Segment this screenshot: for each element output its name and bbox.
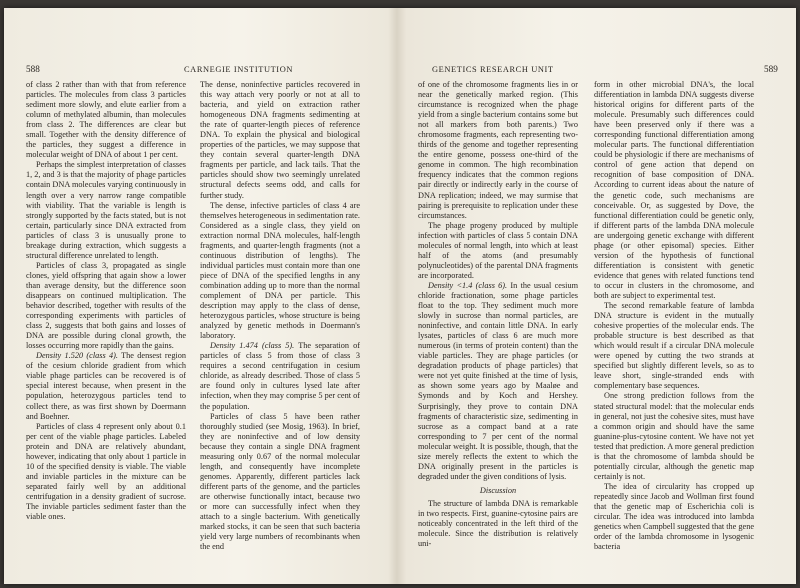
left-page (4, 8, 396, 584)
running-head: GENETICS RESEARCH UNIT (432, 65, 554, 74)
paragraph: The phage progeny produced by multiple infection with particles of class 5 contain DNA molecules of normal length, into which at least half of the atoms (and presumably polynucleotides) of the parental DNA fragments are incorporated. (418, 220, 578, 280)
book-spread (4, 8, 796, 584)
paragraph: Particles of class 5 have been rather thoroughly studied (see Mosig, 1963). In brief, they are noninfective and of low density because they contain a single DNA fragment measuring only 0.67 of the normal molecular length, and consequently have incomplete genomes. Apparently, different particles lack different parts of the genome, and the particles are otherwise functionally intact, because two or more can successfully infect when they attach to a single bacterium. With genetically marked stocks, it can be seen that such bacteria yield very large numbers of recombinants when the end (200, 411, 360, 552)
paragraph: form in other microbial DNA's, the local differentiation in lambda DNA suggests diverse historical origins for different parts of the molecule. Presumably such differences could have been preserved only if there was a corresponding functional differentiation among molecular parts. The functional differentiation could be physiologic if there are mechanisms of control of gene action that depend on recognition of base composition of DNA. According to current ideas about the nature of the genetic code, such mechanisms are conceivable. Or, as suggested by Dove, the functional differentiation could be genetic only, if different parts of the lambda DNA molecule are undergoing genetic exchange with different phage (or other episomal) species. Either version of the hypothesis of functional differentiation is consistent with genetic evidence that genes with related functions tend to occur in clusters in the chromosome, and both are subject to experimental test. (594, 80, 754, 300)
running-head: CARNEGIE INSTITUTION (184, 65, 293, 74)
section-heading: Discussion (479, 485, 517, 495)
paragraph: The second remarkable feature of lambda DNA structure is evident in the mutually cohesive properties of the molecular ends. The probable structure is best described as that which would result if a circular DNA molecule were opened by cutting the two strands at specified but slightly different levels, so as to leave short, single-stranded ends with complementary base sequences. (594, 301, 754, 391)
paragraph: One strong prediction follows from the stated structural model: that the molecular ends in general, not just the cohesive sites, must have a common origin and should have the same guanine-plus-cytosine content. We have not yet tested that prediction. A more general prediction is that the chromosome of lambda should be potentially circular, although the genetic map certainly is not. (594, 391, 754, 481)
run-in-heading: Density 1.520 (class 4). (36, 351, 118, 361)
text-column (200, 80, 360, 552)
page-number: 588 (26, 64, 40, 74)
paragraph: The dense, infective particles of class 4 are themselves heterogeneous in sedimentation rate. Considered as a single class, they yield on extraction normal DNA molecules, half-length fragments, and quarter-length fragments (not a continuous distribution of lengths). The individual particles must contain more than one piece of DNA of the specified lengths in any combination adding up to more than the normal complement of DNA per particle. This description may apply to the class of dense, heterozygous particles, whose structure is being analyzed by genetic methods in Doermann's laboratory. (200, 200, 360, 341)
paragraph: Density <1.4 (class 6). In the usual cesium chloride fractionation, some phage particles float to the top. They sediment much more slowly in sucrose than normal particles, are noninfective, and contain little DNA. In early lysates, particles of class 6 are much more numerous (in terms of protein content) than the viable particles. They are phage particles (or degradation products of phage particles) that were not yet quite finished at the time of lysis, as shown some years ago by Maaløe and Symonds and by Koch and Hershey. Surprisingly, they prove to contain DNA fragments of characteristic size, sedimenting in sucrose as a compact band at a rate corresponding to 7 per cent of the normal molecular weight. It is possible, though, that the size merely reflects the extent to which the DNA originally present in the particles is degraded under the given conditions of lysis. (418, 280, 579, 481)
paragraph: Density 1.474 (class 5). The separation of particles of class 5 from those of class 3 requires a second centrifugation in cesium chloride, as already described. Those of class 5 are found only in cultures lysed late after infection, when they may comprise 5 per cent of the population. (200, 341, 360, 411)
run-in-heading: Density 1.474 (class 5). (210, 341, 295, 351)
run-in-heading: Density <1.4 (class 6). (428, 280, 508, 290)
paragraph: The structure of lambda DNA is remarkable in two respects. First, guanine-cytosine pairs are noticeably concentrated in the left third of the molecule. Since the distribution is relatively uni- (418, 498, 578, 549)
text-column (26, 80, 186, 522)
paragraph: of one of the chromosome fragments lies in or near the genetically marked region. (This circumstance is recognized when the phage yield from a single bacterium contains some but not all markers from both parents.) Two chromosome fragments, each representing two-thirds of the genome and together representing the entire genome, possess one-third of the genome in common. The high recombination frequency indicates that the common regions pair directly or indirectly early in the course of DNA replication; indeed, we may surmise that pairing is prerequisite to replication under these circumstances. (418, 80, 578, 220)
right-page (404, 8, 796, 584)
paragraph: Density 1.520 (class 4). The densest region of the cesium chloride gradient from which viable phage particles can be recovered is of special interest because, when present in the population, heterozygous particles tend to collect there, as was first shown by Doermann and Boehner. (26, 351, 186, 421)
paragraph: Particles of class 4 represent only about 0.1 per cent of the viable phage particles. Labeled protein and DNA are relatively abundant, however, indicating that only about 1 particle in 10 of the specified density is viable. The viable and inviable particles in the mixture can be separated fairly well by an additional centrifugation in a density gradient of sucrose. The inviable particles sediment faster than the viable ones. (26, 421, 186, 522)
text-column (594, 80, 754, 552)
paragraph: The idea of circularity has cropped up repeatedly since Jacob and Wollman first found that the genetic map of Escherichia coli is circular. The idea was introduced into lambda genetics when Campbell suggested that the gene order of the lambda chromosome in lysogenic bacteria (594, 481, 754, 552)
paragraph: Particles of class 3, propagated as single clones, yield offspring that again show a lower than average density, but the difference soon disappears on continued multiplication. The behavior described, together with results of the corresponding experiments with particles of class 2, suggests that both gains and losses of DNA are possible during clonal growth, the losses occurring more rapidly than the gains. (26, 260, 186, 351)
paragraph: The dense, noninfective particles recovered in this way attach very poorly or not at all to bacteria, and yield on extraction rather homogeneous DNA fragments sedimenting at the rate of quarter-length pieces of reference DNA. To explain the physical and biological properties of the particles, we may suppose that they contain several quarter-length DNA fragments per particle, and lack tails. That the particles should show two seemingly unrelated structural defects seems odd, and calls for further study. (200, 80, 360, 200)
text-column (418, 80, 578, 549)
page-number: 589 (764, 64, 778, 74)
paragraph: of class 2 rather than with that from reference particles. The molecules from class 3 particles sediment more slowly, and elute earlier from a column of methylated albumin, than molecules from class 2. The differences are clear but small. Together with the density difference of the particles, they suggest a difference in molecular weight of DNA of about 1 per cent. (26, 80, 186, 160)
paragraph: Perhaps the simplest interpretation of classes 1, 2, and 3 is that the majority of phage particles contain DNA molecules varying continuously in length over a very narrow range compatible with viability. That the variable is length is strongly supported by the facts stated, but is not certain, particularly since DNA extracted from particles of class 3 is unusually prone to breakage during extraction, which suggests a structural difference unrelated to length. (26, 160, 186, 260)
